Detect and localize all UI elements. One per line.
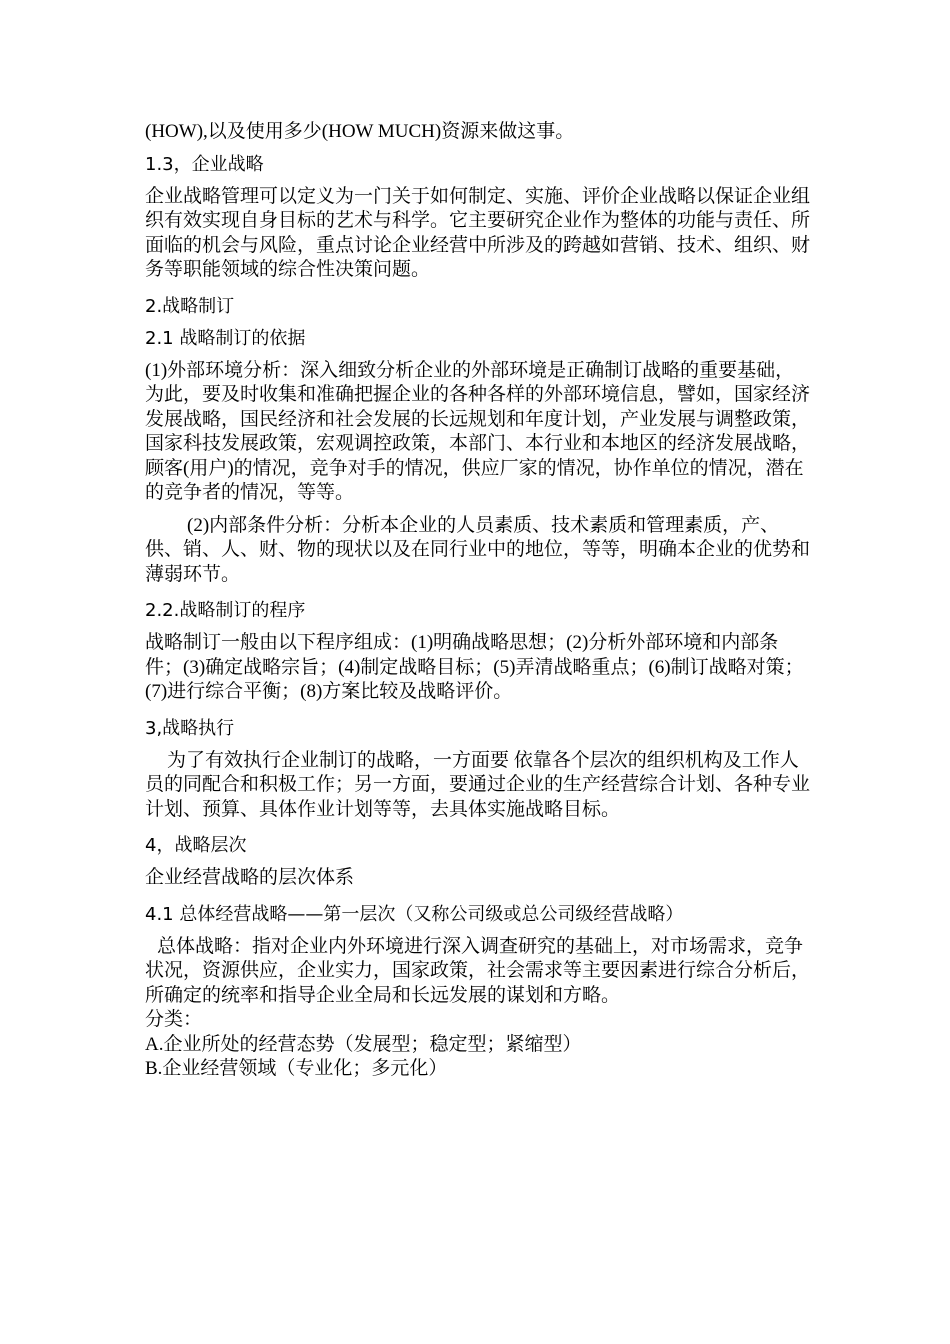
paragraph-execution: 为了有效执行企业制订的战略，一方面要 依靠各个层次的组织机构及工作人员的同配合和积极工作；另一方面，要通过企业的生产经营综合计划、各种专业计划、预算、具体作业计划等等，去具体实施战略目标。 [145, 749, 811, 820]
heading-4: 4，战略层次 [145, 835, 247, 856]
paragraph-how-much: (HOW),以及使用多少(HOW MUCH)资源来做这事。 [145, 121, 575, 142]
heading-3: 3,战略执行 [145, 717, 235, 739]
paragraph-overall-strategy: 总体战略：指对企业内外环境进行深入调查研究的基础上，对市场需求，竞争状况，资源供应，企业实力，国家政策，社会需求等主要因素进行综合分析后，所确定的统率和指导企业全局和长远发展的谋划和方略。 [145, 935, 811, 1006]
paragraph-strategy-definition: 企业战略管理可以定义为一门关于如何制定、实施、评价企业战略以保证企业组织有效实现自身目标的艺术与科学。它主要研究企业作为整体的功能与责任、所面临的机会与风险，重点讨论企业经营中所涉及的跨越如营销、技术、组织、财务等职能领域的综合性决策问题。 [145, 185, 811, 280]
paragraph-internal-analysis: (2)内部条件分析：分析本企业的人员素质、技术素质和管理素质，产、供、销、人、财、物的现状以及在同行业中的地位，等等，明确本企业的优势和薄弱环节。 [145, 514, 811, 585]
paragraph-external-analysis: (1)外部环境分析：深入细致分析企业的外部环境是正确制订战略的重要基础，为此，要及时收集和准确把握企业的各种各样的外部环境信息，譬如，国家经济发展战略，国民经济和社会发展的长远规划和年度计划，产业发展与调整政策，国家科技发展政策，宏观调控政策，本部门、本行业和本地区的经济发展战略，顾客(用户)的情况，竞争对手的情况，供应厂家的情况，协作单位的情况，潜在的竞争者的情况，等等。 [145, 359, 811, 503]
heading-1-3: 1.3，企业战略 [145, 153, 264, 175]
heading-2: 2.战略制订 [145, 295, 235, 317]
list-item-b: B.企业经营领域（专业化；多元化） [145, 1058, 448, 1079]
paragraph-hierarchy: 企业经营战略的层次体系 [145, 867, 355, 888]
paragraph-procedure: 战略制订一般由以下程序组成：(1)明确战略思想；(2)分析外部环境和内部条件；(3)确定战略宗旨；(4)制定战略目标；(5)弄清战略重点；(6)制订战略对策；(7)进行综合平衡；(8)方案比较及战略评价。 [145, 632, 804, 702]
heading-4-1: 4.1 总体经营战略——第一层次（又称公司级或总公司级经营战略） [145, 903, 684, 925]
paragraph-classification: 分类： [145, 1009, 203, 1030]
document-page [145, 120, 810, 1082]
heading-2-2: 2.2.战略制订的程序 [145, 600, 306, 621]
list-item-a: A.企业所处的经营态势（发展型；稳定型；紧缩型） [145, 1033, 582, 1055]
heading-2-1: 2.1 战略制订的依据 [145, 327, 306, 349]
